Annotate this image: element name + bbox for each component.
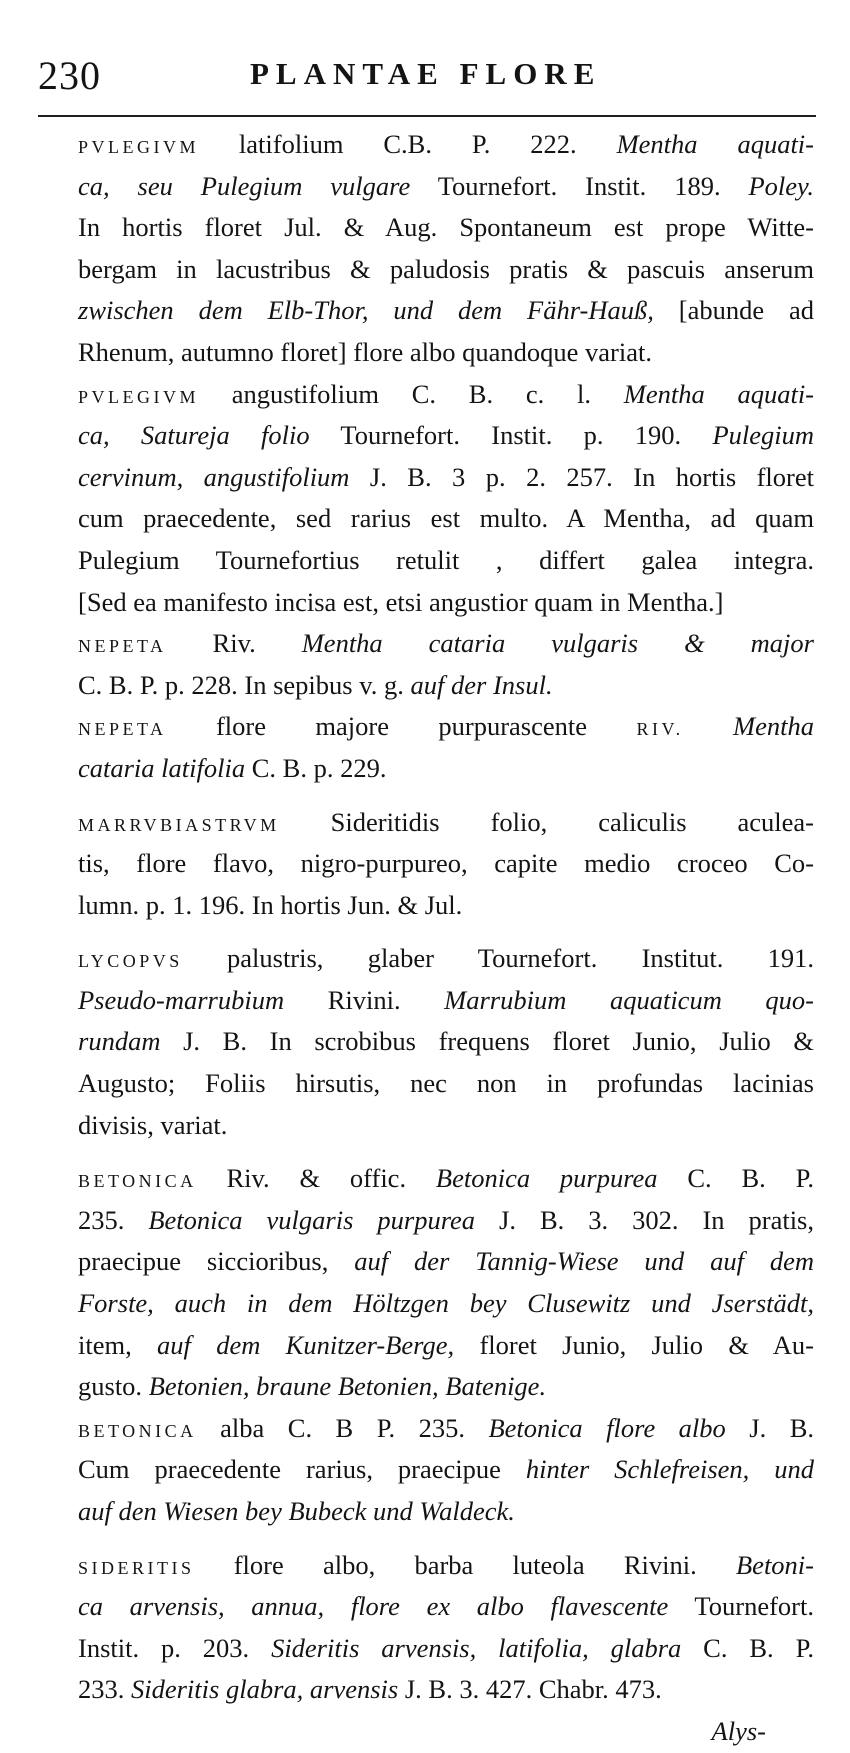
text-run: J. B. 3 p. 2. 257. In hortis floret: [349, 461, 814, 492]
plant-name: NEPETA: [78, 719, 167, 740]
italic-text: auf den Wiesen bey Bubeck und Waldeck.: [78, 1496, 515, 1526]
text-line: [38, 1628, 814, 1670]
text-line: [38, 332, 814, 374]
text-line: [38, 249, 814, 291]
header-rule: [38, 115, 816, 117]
text-run: 233.: [78, 1674, 131, 1705]
text-line: [38, 1241, 814, 1283]
text-run: Augusto; Foliis hirsutis, nec non in profundas lacinias: [78, 1068, 814, 1099]
text-line: [38, 1325, 814, 1367]
text-line: [38, 1200, 814, 1242]
italic-text: hinter Schlefreisen, und: [525, 1454, 814, 1485]
italic-text: Marrubium aquaticum quo-: [444, 984, 814, 1015]
italic-text: Betonien, braune Betonien, Batenige.: [148, 1371, 547, 1402]
text-run: praecipue siccioribus,: [78, 1246, 355, 1277]
text-run: cum praecedente, sed rarius est multo. A Mentha, ad quam: [78, 503, 814, 534]
text-run: Riv. & offic.: [196, 1163, 436, 1194]
entry: [38, 938, 814, 1146]
text-line: [38, 1408, 814, 1450]
text-run: Cum praecedente rarius, praecipue: [78, 1454, 526, 1485]
text-run: divisis, variat.: [78, 1109, 228, 1140]
entry: [38, 802, 814, 927]
italic-text: zwischen dem Elb-Thor, und dem Fähr-Hauß,: [78, 295, 654, 326]
text-run: C. B. P. p. 228. In sepibus v. g.: [78, 669, 411, 700]
text-run: Sideritidis folio, caliculis aculea-: [279, 806, 814, 837]
catchword: Alys-: [711, 1715, 766, 1746]
text-run: angustifolium C. B. c. l.: [199, 378, 624, 409]
text-run: item,: [78, 1329, 158, 1360]
text-run: floret Junio, Julio & Au-: [454, 1329, 814, 1360]
text-run: In hortis floret Jul. & Aug. Spontaneum est prope Witte-: [78, 212, 814, 243]
italic-text: ca arvensis, annua, flore ex albo flavescente: [78, 1591, 669, 1622]
italic-text: Betonica purpurea: [435, 1163, 658, 1194]
text-run: [Sed ea manifesto incisa est, etsi angustior quam in Mentha.]: [78, 586, 724, 617]
text-line: [38, 1158, 814, 1200]
text-line: [38, 938, 814, 980]
italic-text: Betoni-: [736, 1549, 814, 1580]
text-run: alba C. B P. 235.: [196, 1412, 489, 1443]
italic-text: Pulegium: [712, 420, 814, 451]
italic-text: Pseudo-marrubium: [78, 984, 285, 1015]
plant-name: BETONICA: [78, 1420, 197, 1441]
text-line: [38, 415, 814, 457]
text-run: latifolium C.B. P. 222.: [199, 129, 617, 159]
text-run: Instit. p. 203.: [78, 1632, 272, 1663]
text-line: [38, 498, 814, 540]
text-line: [38, 207, 814, 249]
text-line: [38, 623, 814, 665]
italic-text: ca, Satureja folio: [78, 420, 310, 451]
text-line: [38, 1366, 814, 1408]
text-line: [38, 980, 814, 1022]
plant-name: PVLEGIVM: [78, 386, 199, 407]
entry: [38, 623, 814, 706]
text-run: Riv.: [166, 628, 302, 659]
text-run: lumn. p. 1. 196. In hortis Jun. & Jul.: [78, 889, 463, 920]
text-line: [38, 1283, 814, 1325]
text-run: Pulegium Tournefortius retulit , differt galea integra.: [78, 544, 814, 575]
plant-name: SIDERITIS: [78, 1557, 195, 1578]
text-run: J. B. 3. 302. In pratis,: [475, 1204, 814, 1235]
plant-name: MARRVBIASTRVM: [78, 814, 280, 835]
text-line: [38, 1491, 814, 1533]
text-line: [38, 706, 814, 748]
plant-name: PVLEGIVM: [78, 137, 199, 157]
text-line: [38, 290, 814, 332]
italic-text: auf der Insul.: [410, 669, 553, 700]
text-line: [38, 748, 814, 790]
text-run: Tournefort. Instit. p. 190.: [309, 420, 713, 451]
italic-text: ca, seu Pulegium vulgare: [78, 170, 411, 201]
text-line: [38, 1105, 814, 1147]
plant-name: BETONICA: [78, 1171, 197, 1192]
text-run: 235.: [78, 1204, 149, 1235]
text-line: [38, 843, 814, 885]
text-line: [38, 1021, 814, 1063]
italic-text: Mentha aquati-: [623, 378, 815, 409]
entry: [38, 1545, 814, 1711]
italic-text: Poley.: [748, 170, 814, 201]
text-run: bergam in lacustribus & paludosis pratis & pascuis anserum: [78, 253, 814, 284]
text-line: [38, 665, 814, 707]
text-line: [38, 1669, 814, 1711]
entry: [38, 706, 814, 789]
text-line: [38, 124, 814, 166]
text-run: flore majore purpurascente: [166, 711, 637, 742]
text-run: gusto.: [78, 1371, 149, 1402]
text-run: J. B. In scrobibus frequens floret Junio, Julio &: [160, 1026, 814, 1057]
text-line: [38, 1545, 814, 1587]
italic-text: cataria latifolia: [78, 752, 246, 783]
italic-text: Betonica vulgaris purpurea: [148, 1204, 476, 1235]
entry: [38, 374, 814, 624]
italic-text: rundam: [78, 1026, 161, 1057]
text-line: [38, 166, 814, 208]
plant-name: RIV.: [636, 719, 684, 740]
text-line: [38, 457, 814, 499]
running-title: PLANTAE FLORE: [250, 56, 602, 91]
text-run: J. B. 3. 427. Chabr. 473.: [398, 1674, 662, 1705]
text-line: [38, 540, 814, 582]
text-run: flore albo, barba luteola Rivini.: [194, 1549, 736, 1580]
text-line: [38, 374, 814, 416]
text-line: [38, 582, 814, 624]
text-run: C. B. P.: [681, 1632, 815, 1663]
italic-text: Betonica flore albo: [488, 1412, 726, 1443]
text-line: [38, 802, 814, 844]
entry: [38, 1408, 814, 1533]
text-run: palustris, glaber Tournefort. Institut. 191.: [182, 943, 814, 974]
italic-text: auf der Tannig-Wiese und auf dem: [354, 1246, 814, 1277]
text-run: Rhenum, autumno floret] flore albo quandoque variat.: [78, 336, 652, 367]
text-line: [38, 1063, 814, 1105]
italic-text: Mentha aquati-: [616, 129, 814, 159]
text-run: tis, flore flavo, nigro-purpureo, capite medio croceo Co-: [78, 848, 814, 879]
text-line: [38, 1586, 814, 1628]
entry: [38, 1158, 814, 1408]
italic-text: Sideritis glabra, arvensis: [131, 1674, 399, 1705]
italic-text: cervinum, angustifolium: [78, 461, 350, 492]
text-run: Tournefort. Instit. 189.: [410, 170, 749, 201]
italic-text: Mentha: [733, 711, 814, 742]
italic-text: Sideritis arvensis, latifolia, glabra: [271, 1632, 682, 1663]
text-run: C. B. P.: [657, 1163, 814, 1194]
page-number: 230: [38, 53, 101, 98]
text-run: J. B.: [725, 1412, 814, 1443]
text-run: Tournefort.: [668, 1591, 814, 1622]
italic-text: Forste, auch in dem Höltzgen bey Clusewitz und Jserstädt,: [78, 1288, 814, 1319]
text-line: [38, 885, 814, 927]
plant-name: LYCOPVS: [78, 951, 183, 972]
entry: [38, 124, 814, 374]
plant-name: NEPETA: [78, 636, 167, 657]
text-run: [684, 711, 733, 741]
italic-text: auf dem Kunitzer-Berge,: [157, 1329, 455, 1360]
text-line: [38, 1449, 814, 1491]
text-run: C. B. p. 229.: [245, 752, 387, 783]
italic-text: Mentha cataria vulgaris & major: [301, 628, 814, 659]
body-text: [38, 124, 814, 1753]
text-run: Rivini.: [284, 984, 445, 1015]
text-run: [abunde ad: [653, 295, 814, 326]
